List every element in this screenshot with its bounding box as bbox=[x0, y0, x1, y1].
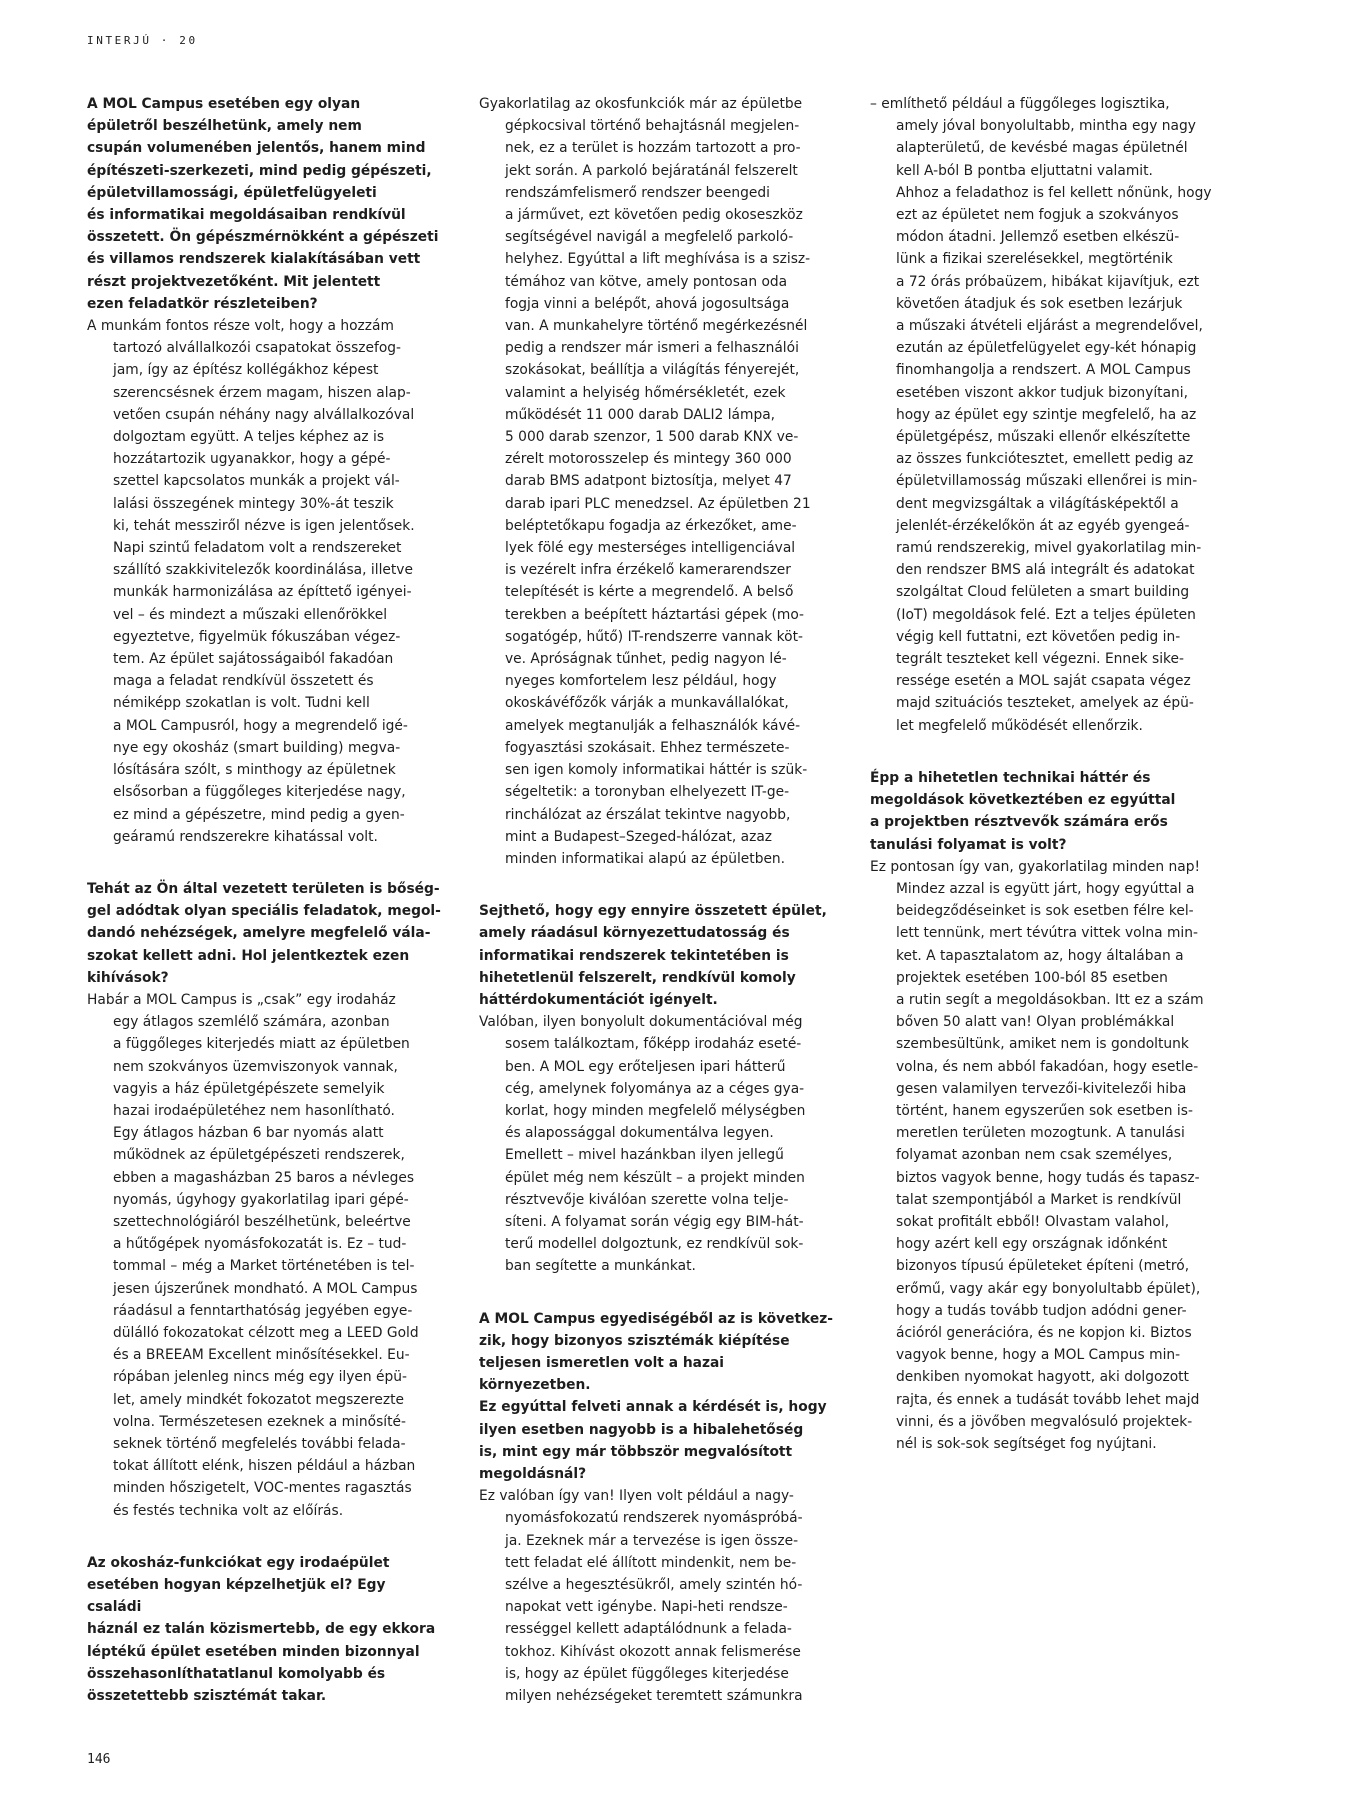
question-text: Sejthető, hogy egy ennyire összetett épület, amely ráadásul környezettudatosság és informatikai rendszerek tekintetében is hihetetlenül felszerelt, rendkívül komoly háttérdokumentációt igényelt. bbox=[479, 903, 827, 1008]
question-text: Tehát az Ön által vezetett területen is bőség- gel adódtak olyan speciális feladatok, megol- dandó nehézségek, amelyre megfelelő vála- szokat kellett adni. Hol jelentkeztek ezen kihívások? bbox=[87, 880, 441, 986]
answer-text: Ez valóban így van! Ilyen volt például a nagy- nyomásfokozatú rendszerek nyomáspróbá- ja. Ezeknek már a tervezése is igen össze- tett feladat elé állított mindenkit, nem be- szélve a hegesztésükről, amely szintén hó- napokat vett igénybe. Napi-heti rendsze- rességgel kellett adaptálódnunk a felada- tokhoz. Kihívást okozott annak felismerése is, hogy az épület függőleges kiterjedése milyen nehézségeket teremtett számunkra bbox=[479, 1488, 803, 1705]
question-text: A MOL Campus esetében egy olyan épületről beszélhetünk, amely nem csupán volumenében jelentős, hanem mind építészeti-szerkezeti, mind pedig gépészeti, épületvillamossági, épületfelügyeleti és informatikai megoldásaiban rendkívül összetett. Ön gépészmérnökként a gépészeti és villamos rendszerek kialakításában vett részt projektvezetőként. Mit jelentett ezen feladatkör részleteiben? bbox=[87, 96, 439, 312]
question-text: Épp a hihetetlen technikai háttér és megoldások következtében ez egyúttal a projektben résztvevők számára erős tanulási folyamat is volt? bbox=[870, 769, 1176, 853]
question-text: A MOL Campus egyediségéből az is következ- zik, hogy bizonyos szisztémák kiépítése teljesen ismeretlen volt a hazai környezetben. Ez egyúttal felveti annak a kérdését is, hogy ilyen esetben nagyobb is a hibalehetőség is, mint egy már többször megvalósított megoldásnál? bbox=[479, 1310, 833, 1482]
answer-text: Valóban, ilyen bonyolult dokumentációval még sosem találkoztam, főképp irodaház eseté- ben. A MOL egy erőteljesen ipari hátterű cég, amelynek folyománya az a céges gya- korlat, hogy minden megfelelő mélységben és alapossággal dokumentálva legyen. Emellett – mivel hazánkban ilyen jellegű épület még nem készült – a projekt minden résztvevője kiválóan szerette volna telje- síteni. A folyamat során végig egy BIM-hát- terű modellel dolgoztunk, ez rendkívül sok- ban segítette a munkánkat. bbox=[479, 1014, 806, 1275]
answer-text: – említhető például a függőleges logisztika, amely jóval bonyolultabb, mintha egy nagy alapterületű, de kevésbé magas épületnél kell A-ból B pontba eljuttatni valamit. Ahhoz a feladathoz is fel kellett nőnünk, hogy ezt az épületet nem fogjuk a szokványos módon átadni. Jellemző esetben elkészü- lünk a fizikai szerelésekkel, megtörténik a 72 órás próbaüzem, hibákat kijavítjuk, ezt követően átadjuk és sok esetben lezárjuk a műszaki átvételi eljárást a megrendelővel, ezután az épületfelügyelet egy-két hónapig finomhangolja a rendszert. A MOL Campus esetében viszont akkor tudjuk bizonyítani, hogy az épület egy szintje megfelelő, ha az épületgépész, műszaki ellenőr elkészítette az összes funkciótesztet, emellett pedig az épületvillamosság műszaki ellenőrei is min- dent megvizsgáltak a világításképektől a jelenlét-érzékelőkön át az egyéb gyengeá- ramú rendszerekig, mivel gyakorlatilag min- den rendszer BMS alá integrált és adatokat szolgáltat Cloud felületen a smart building (IoT) megoldások felé. Ezt a teljes épületen végig kell futtatni, ezt követően pedig in- tegrált teszteket kell végezni. Ennek sike- ressége esetén a MOL saját csapata végez majd szituációs teszteket, amelyek az épü- let megfelelő működését ellenőrzik. bbox=[870, 96, 1212, 734]
answer-text: A munkám fontos része volt, hogy a hozzám tartozó alvállalkozói csapatokat összefog- jam, így az építész kollégákhoz képest szerencsésnek érzem magam, hiszen alap- vetően csupán néhány nagy alvállalkozóval dolgoztam együtt. A teljes képhez az is hozzátartozik ugyanakkor, hogy a gépé- szettel kapcsolatos munkák a projekt vál- lalási összegének mintegy 30%-át teszik ki, tehát messziről nézve is igen jelentősek. Napi szintű feladatom volt a rendszereket szállító szakkivitelezők koordinálása, illetve munkák harmonizálása az építtető igényei- vel – és mindezt a műszaki ellenőrökkel egyeztetve, figyelmük fókuszában végez- tem. Az épület sajátosságaiból fakadóan maga a feladat rendkívül összetett és némiképp szokatlan is volt. Tudni kell a MOL Campusról, hogy a megrendelő igé- nye egy okosház (smart building) megva- lósítására szólt, s minthogy az épületnek elsősorban a függőleges kiterjedése nagy, ez mind a gépészetre, mind pedig a gyen- geáramú rendszerekre kihatással volt. bbox=[87, 318, 415, 845]
column-2 bbox=[479, 93, 835, 1737]
answer-text: Ez pontosan így van, gyakorlatilag minden nap! Mindez azzal is együtt járt, hogy egyúttal a beidegződéseinket is sok esetben félre kel- lett tennünk, mert tévútra vittek volna min- ket. A tapasztalatom az, hogy általában a projektek esetében 100-ból 85 esetben a rutin segít a megoldásokban. Itt ez a szám bőven 50 alatt van! Olyan problémákkal szembesültünk, amiket nem is gondoltunk volna, és nem abból fakadóan, hogy esetle- gesen valamilyen tervezői-kivitelezői hiba történt, hanem egyszerűen sok esetben is- meretlen területen mozogtunk. A tanulási folyamat azonban nem csak személyes, biztos vagyok benne, hogy tudás és tapasz- talat szempontjából a Market is rendkívül sokat profitált ebből! Olvastam valahol, hogy azért kell egy országnak időnként bizonyos típusú épületeket építeni (metró, erőmű, vagy akár egy bonyolultabb épület), hogy a tudás tovább tudjon adódni gener- ációról generációra, és ne kopjon ki. Biztos vagyok benne, hogy a MOL Campus min- denkiben nyomokat hagyott, aki dolgozott rajta, és ennek a tudását tovább lehet majd vinni, és a jövőben megvalósuló projektek- nél is sok-sok segítséget fog nyújtani. bbox=[870, 858, 1204, 1452]
page-number: 146 bbox=[87, 1752, 111, 1767]
section-header: INTERJÚ · 20 bbox=[87, 34, 198, 47]
column-3 bbox=[870, 93, 1226, 1485]
answer-text: Habár a MOL Campus is „csak” egy irodaház egy átlagos szemlélő számára, azonban a függőleges kiterjedés miatt az épületben nem szokványos üzemviszonyok vannak, vagyis a ház épületgépészete semelyik hazai irodaépületéhez nem hasonlítható. Egy átlagos házban 6 bar nyomás alatt működnek az épületgépészeti rendszerek, ebben a magasházban 25 baros a névleges nyomás, úgyhogy gyakorlatilag ipari gépé- szettechnológiáról beszélhetünk, beleértve a hűtőgépek nyomásfokozatát is. Ez – tud- tommal – még a Market történetében is tel- jesen újszerűnek mondható. A MOL Campus ráadásul a fenntarthatóság jegyében egye- dülálló fokozatokat célzott meg a LEED Gold és a BREEAM Excellent minősítésekkel. Eu- rópában jelenleg nincs még egy ilyen épü- let, amely mindkét fokozatot megszerezte volna. Természetesen ezeknek a minősíté- seknek történő megfelelés további felada- tokat állított elénk, hiszen például a házban minden hőszigetelt, VOC-mentes ragasztás és festés technika volt az előírás. bbox=[87, 991, 419, 1519]
answer-text: Gyakorlatilag az okosfunkciók már az épületbe gépkocsival történő behajtásnál megjelen- nek, ez a terület is hozzám tartozott a pro- jekt során. A parkoló bejáratánál felszerelt rendszámfelismerő rendszer beengedi a járművet, ezt követően pedig okoseszköz segítségével navigál a megfelelő parkoló- helyhez. Egyúttal a lift meghívása is a szisz- témához van kötve, amely pontosan oda fogja vinni a belépőt, ahová jogosultsága van. A munkahelyre történő megérkezésnél pedig a rendszer már ismeri a felhasználói szokásokat, beállítja a világítás fényerejét, valamint a helyiség hőmérsékletét, ezek működését 11 000 darab DALI2 lámpa, 5 000 darab szenzor, 1 500 darab KNX ve- zérelt motorosszelep és mintegy 360 000 darab BMS adatpont biztosítja, melyet 47 darab ipari PLC menedzsel. Az épületben 21 beléptetőkapu fogadja az érkezőket, ame- lyek fölé egy mesterséges intelligenciával is vezérelt infra érzékelő kamerarendszer telepítését is kérte a megrendelő. A belső terekben a beépített háztartási gépek (mo- sogatógép, hűtő) IT-rendszerre vannak köt- ve. Apróságnak tűnhet, pedig nagyon lé- nyeges komfortelem lesz például, hogy okoskávéfőzők várják a munkavállalókat, amelyek megtanulják a felhasználók kávé- fogyasztási szokásait. Ehhez természete- sen igen komoly informatikai háttér is szük- ségeltetik: a toronyban elhelyezett IT-ge- rinchálózat az érszálat tekintve nagyobb, mint a Budapest–Szeged-hálózat, azaz minden informatikai alapú az épületben. bbox=[479, 96, 811, 867]
column-1 bbox=[87, 93, 443, 1707]
question-text: Az okosház-funkciókat egy irodaépület esetében hogyan képzelhetjük el? Egy családi háznál ez talán közismertebb, de egy ekkora léptékű épület esetében minden bizonnyal összehasonlíthatatlanul komolyabb és összetettebb szisztémát takar. bbox=[87, 1554, 436, 1705]
